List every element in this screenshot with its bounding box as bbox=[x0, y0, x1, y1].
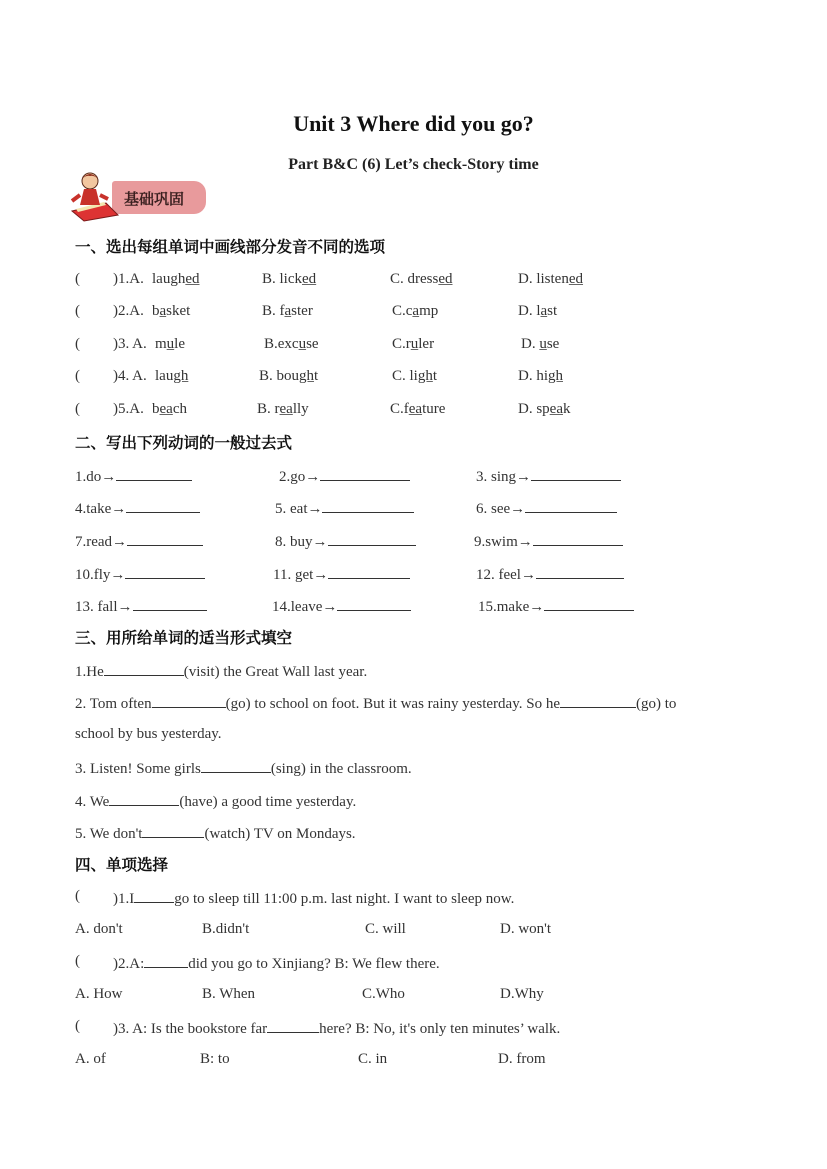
option-b: B. faster bbox=[262, 303, 313, 319]
option-b: B. licked bbox=[262, 271, 317, 287]
answer-blank[interactable] bbox=[134, 888, 174, 903]
question-text: )2.A: did you go to Xinjiang? B: We flew there. bbox=[113, 953, 440, 973]
verb-item: 14.leave→ bbox=[272, 596, 411, 616]
option-b: B. bought bbox=[259, 368, 319, 384]
page-subtitle: Part B&C (6) Let’s check-Story time bbox=[288, 156, 539, 173]
verb-item: 1.do→ bbox=[75, 466, 192, 486]
option-b[interactable]: B. When bbox=[202, 986, 256, 1002]
option-c: C. light bbox=[392, 368, 438, 384]
section-banner bbox=[112, 181, 206, 214]
option-b: B.excuse bbox=[264, 336, 319, 352]
answer-paren: ( bbox=[75, 888, 80, 904]
option-c[interactable]: C.Who bbox=[362, 986, 405, 1002]
section-1-heading: 一、选出每组单词中画线部分发音不同的选项 bbox=[75, 238, 386, 256]
question-number: )1.A. bbox=[113, 271, 144, 287]
option-b[interactable]: B: to bbox=[200, 1051, 230, 1067]
verb-item: 10.fly→ bbox=[75, 564, 205, 584]
option-a[interactable]: A. don't bbox=[75, 921, 123, 937]
question-text: )1.I go to sleep till 11:00 p.m. last night. I want to sleep now. bbox=[113, 888, 514, 908]
option-c[interactable]: C. will bbox=[365, 921, 406, 937]
answer-blank[interactable] bbox=[544, 596, 634, 611]
answer-blank[interactable] bbox=[104, 661, 184, 676]
option-d: D. listened bbox=[518, 271, 584, 287]
option-a: basket bbox=[152, 303, 191, 319]
question-text: )3. A: Is the bookstore far here? B: No, it's only ten minutes’ walk. bbox=[113, 1018, 560, 1038]
option-d: D. speak bbox=[518, 401, 571, 417]
verb-item: 3. sing→ bbox=[476, 466, 621, 486]
option-b: B. really bbox=[257, 401, 309, 417]
fill-sentence-2-cont: school by bus yesterday. bbox=[75, 726, 222, 742]
page-title: Unit 3 Where did you go? bbox=[293, 111, 534, 136]
option-d: D. high bbox=[518, 368, 563, 384]
fill-sentence-5: 5. We don't (watch) TV on Mondays. bbox=[75, 823, 356, 843]
answer-blank[interactable] bbox=[337, 596, 411, 611]
answer-blank[interactable] bbox=[142, 823, 204, 838]
fill-sentence-3: 3. Listen! Some girls (sing) in the classroom. bbox=[75, 758, 412, 778]
option-c: C. dressed bbox=[390, 271, 453, 287]
verb-item: 7.read→ bbox=[75, 531, 203, 551]
answer-blank[interactable] bbox=[201, 758, 271, 773]
answer-blank[interactable] bbox=[320, 466, 410, 481]
option-d[interactable]: D. won't bbox=[500, 921, 552, 937]
question-number: )5.A. bbox=[113, 401, 144, 417]
verb-item: 15.make→ bbox=[478, 596, 634, 616]
verb-item: 5. eat→ bbox=[275, 498, 414, 518]
answer-blank[interactable] bbox=[560, 693, 636, 708]
verb-item: 8. buy→ bbox=[275, 531, 416, 551]
option-a[interactable]: A. How bbox=[75, 986, 123, 1002]
option-a: beach bbox=[152, 401, 187, 417]
answer-blank[interactable] bbox=[144, 953, 188, 968]
verb-item: 6. see→ bbox=[476, 498, 617, 518]
answer-blank[interactable] bbox=[531, 466, 621, 481]
answer-paren: ( bbox=[75, 953, 80, 969]
reading-mascot-icon bbox=[66, 167, 126, 223]
option-c: C.camp bbox=[392, 303, 439, 319]
verb-item: 9.swim→ bbox=[474, 531, 623, 551]
option-d[interactable]: D. from bbox=[498, 1051, 546, 1067]
verb-item: 13. fall→ bbox=[75, 596, 207, 616]
answer-blank[interactable] bbox=[133, 596, 207, 611]
option-d: D. use bbox=[521, 336, 560, 352]
option-a: laughed bbox=[152, 271, 200, 287]
banner-label: 基础巩固 bbox=[124, 190, 185, 208]
option-c: C.ruler bbox=[392, 336, 435, 352]
answer-blank[interactable] bbox=[127, 531, 203, 546]
option-d[interactable]: D.Why bbox=[500, 986, 544, 1002]
section-2-heading: 二、写出下列动词的一般过去式 bbox=[75, 434, 293, 452]
answer-paren: ( bbox=[75, 1018, 80, 1034]
section-4-heading: 四、单项选择 bbox=[75, 856, 169, 874]
answer-paren: ( bbox=[75, 303, 80, 319]
answer-blank[interactable] bbox=[116, 466, 192, 481]
option-d: D. last bbox=[518, 303, 558, 319]
fill-sentence-2: 2. Tom often (go) to school on foot. But it was rainy yesterday. So he (go) to bbox=[75, 693, 676, 713]
answer-paren: ( bbox=[75, 271, 80, 287]
answer-blank[interactable] bbox=[328, 564, 410, 579]
answer-paren: ( bbox=[75, 401, 80, 417]
answer-blank[interactable] bbox=[267, 1018, 319, 1033]
answer-blank[interactable] bbox=[152, 693, 226, 708]
question-number: )4. A. bbox=[113, 368, 147, 384]
answer-blank[interactable] bbox=[125, 564, 205, 579]
option-a: laugh bbox=[155, 368, 189, 384]
option-a[interactable]: A. of bbox=[75, 1051, 106, 1067]
section-3-heading: 三、用所给单词的适当形式填空 bbox=[75, 629, 293, 647]
answer-blank[interactable] bbox=[322, 498, 414, 513]
verb-item: 11. get→ bbox=[273, 564, 410, 584]
fill-sentence-1: 1.He (visit) the Great Wall last year. bbox=[75, 661, 367, 681]
answer-blank[interactable] bbox=[126, 498, 200, 513]
verb-item: 2.go→ bbox=[279, 466, 410, 486]
answer-paren: ( bbox=[75, 368, 80, 384]
answer-blank[interactable] bbox=[536, 564, 624, 579]
answer-blank[interactable] bbox=[525, 498, 617, 513]
option-a: mule bbox=[155, 336, 185, 352]
option-c: C.feature bbox=[390, 401, 446, 417]
question-number: )2.A. bbox=[113, 303, 144, 319]
fill-sentence-4: 4. We (have) a good time yesterday. bbox=[75, 791, 356, 811]
verb-item: 4.take→ bbox=[75, 498, 200, 518]
option-c[interactable]: C. in bbox=[358, 1051, 388, 1067]
answer-blank[interactable] bbox=[109, 791, 179, 806]
answer-paren: ( bbox=[75, 336, 80, 352]
verb-item: 12. feel→ bbox=[476, 564, 624, 584]
answer-blank[interactable] bbox=[328, 531, 416, 546]
answer-blank[interactable] bbox=[533, 531, 623, 546]
option-b[interactable]: B.didn't bbox=[202, 921, 250, 937]
question-number: )3. A. bbox=[113, 336, 147, 352]
